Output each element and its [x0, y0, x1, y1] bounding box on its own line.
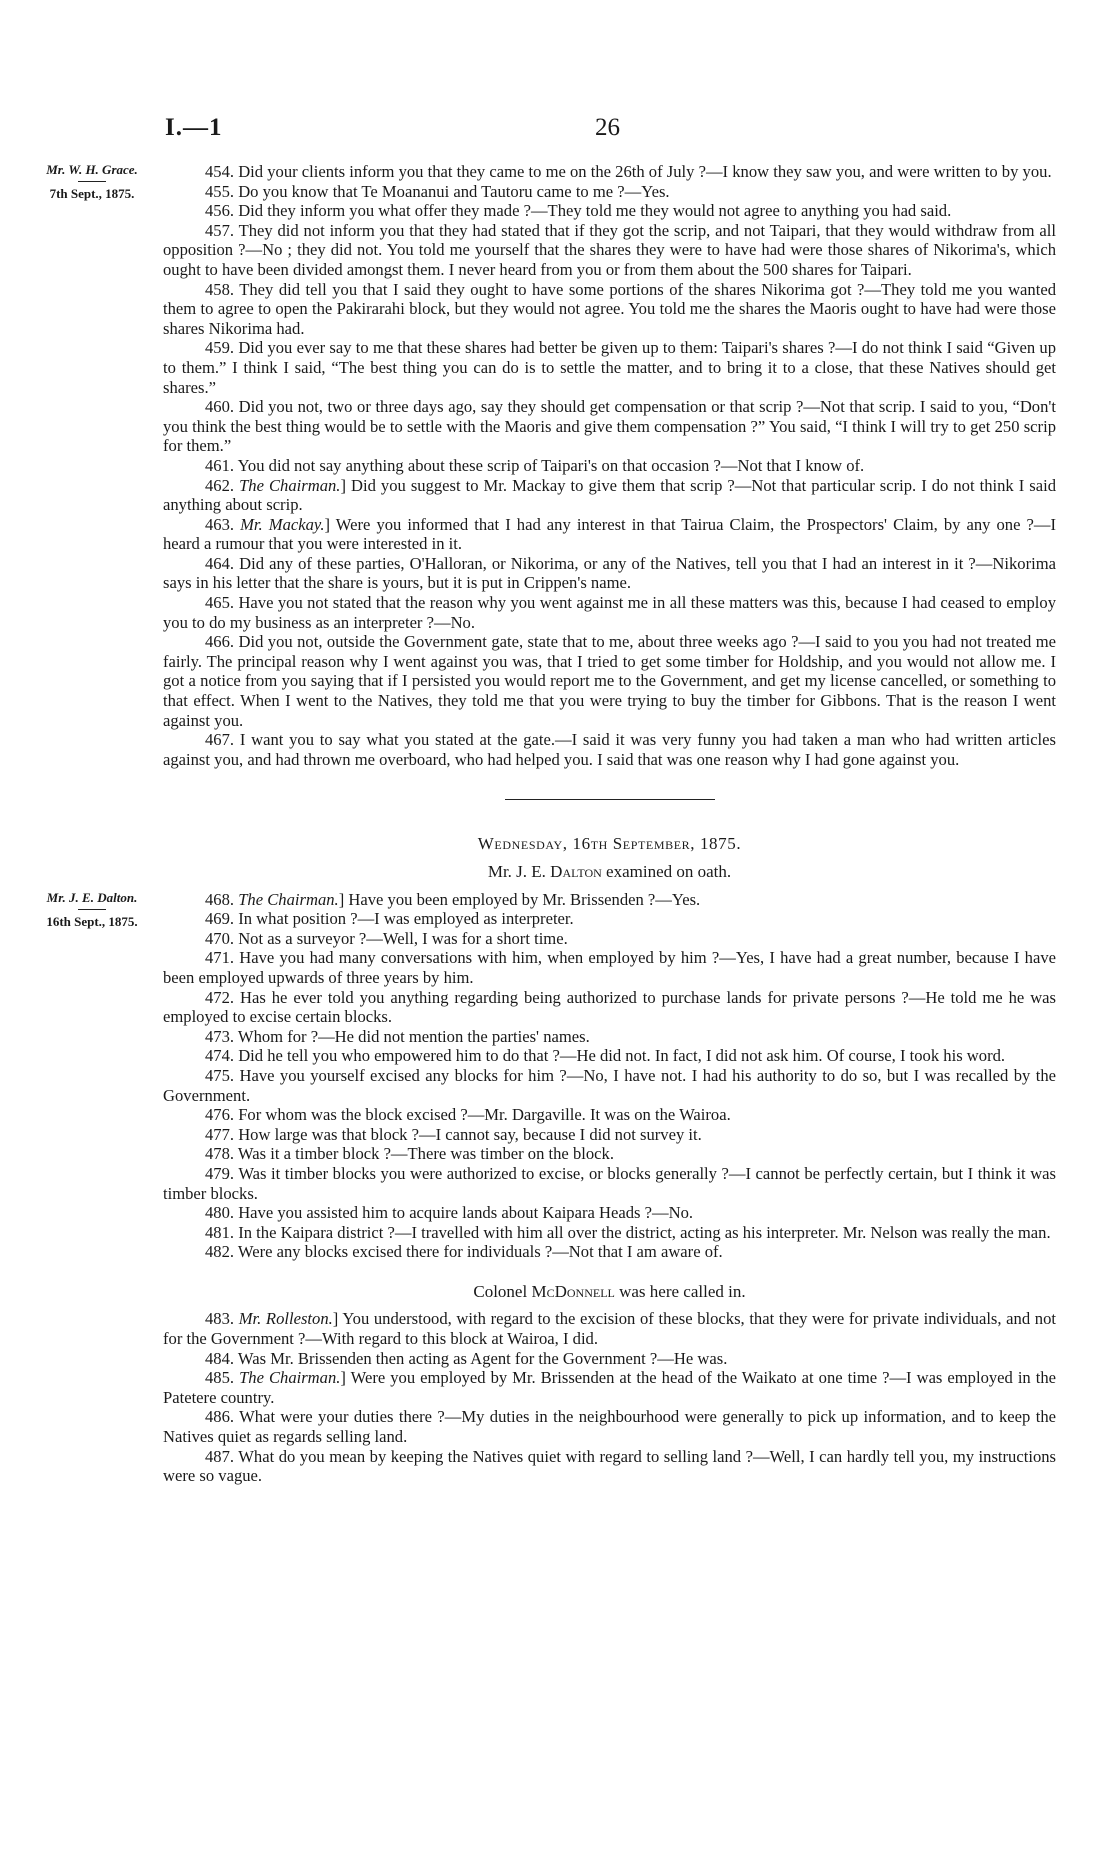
question-number: 476. — [205, 1105, 235, 1125]
question-text: What do you mean by keeping the Natives quiet with regard to selling land ?—Well, I can hardly tell you, my instructions were so vague. — [163, 1446, 1056, 1486]
witness-prefix: Mr. J. E. — [487, 862, 546, 881]
question-paragraph — [163, 221, 1056, 280]
question-paragraph — [163, 1242, 1056, 1262]
question-paragraph — [163, 929, 1056, 949]
section-divider — [505, 799, 715, 800]
question-paragraph — [163, 593, 1056, 632]
question-text: Was it timber blocks you were authorized to excise, or blocks generally ?—I cannot be perfectly certain, but I think it was timber blocks. — [163, 1163, 1056, 1203]
question-paragraph — [163, 1407, 1056, 1446]
question-number: 461. — [205, 455, 235, 475]
question-number: 474. — [205, 1046, 235, 1066]
question-text: They did tell you that I said they ought to have some portions of the shares Nikorima got ?—They told me you wanted them to agree to open the Pakirarahi block, but they would not agree. You told me the shares the Maoris ought to have had were those shares Nikorima had. — [163, 279, 1056, 338]
margin-note — [28, 162, 156, 202]
question-number: 470. — [205, 928, 235, 948]
question-text: Were you informed that I had any interest in that Tairua Claim, the Prospectors' Claim, by any one ?—I heard a rumour that you were interested in it. — [163, 514, 1056, 554]
question-paragraph — [163, 948, 1056, 987]
question-text: Did any of these parties, O'Halloran, or Nikorima, or any of the Natives, tell you that I had an interest in it ?—Nikorima says in his letter that the share is yours, but it is put in Crippen's name. — [163, 553, 1056, 593]
question-number: 485. — [205, 1368, 235, 1388]
question-number: 459. — [205, 338, 235, 358]
question-text: Were you employed by Mr. Brissenden at the head of the Waikato at one time ?—I was employed in the Patetere country. — [163, 1368, 1057, 1407]
question-number: 482. — [205, 1242, 235, 1262]
question-paragraph — [163, 988, 1056, 1027]
date-heading: Wednesday, 16th September, 1875. — [477, 834, 742, 854]
question-number: 464. — [205, 553, 235, 573]
question-number: 475. — [205, 1065, 235, 1085]
question-number: 487. — [205, 1446, 235, 1466]
margin-note-date: 16th Sept., 1875. — [46, 913, 138, 929]
question-text: How large was that block ?—I cannot say, because I did not survey it. — [238, 1124, 702, 1144]
speaker-name: Mr. Rolleston. — [238, 1309, 333, 1329]
paper-reference: I.—1 — [165, 114, 223, 141]
question-text: Was Mr. Brissenden then acting as Agent for the Government ?—He was. — [237, 1348, 728, 1368]
question-paragraph — [163, 1164, 1056, 1203]
margin-note-dash — [78, 181, 106, 182]
question-text: Did you ever say to me that these shares had better be given up to them: Taipari's shares ?—I do not think I said “Given up to them.” I think I said, “The best thing you can do is to settle the matter, and to bring it to a close, that these Natives should get shares.” — [163, 338, 1056, 397]
speaker-name: The Chairman. — [239, 1368, 341, 1388]
question-paragraph: 483. Mr. Rolleston.] You understood, with regard to the excision of these blocks, that they were for private individuals, and not for the Government ?—With regard to this block at Wairoa, I did. — [163, 1309, 1056, 1349]
evidence-section-grace — [46, 162, 1057, 769]
question-text: Were any blocks excised there for individuals ?—Not that I am aware of. — [237, 1242, 723, 1262]
question-text: Have you assisted him to acquire lands about Kaipara Heads ?—No. — [238, 1203, 694, 1223]
question-text: Have you yourself excised any blocks for him ?—No, I have not. I had his authority to do so, but I was recalled by the Government. — [163, 1065, 1056, 1105]
question-text: You did not say anything about these scrip of Taipari's on that occasion ?—Not that I know of. — [237, 455, 865, 475]
margin-note-name: Mr. W. H. Grace. — [46, 162, 138, 177]
question-number: 469. — [205, 909, 235, 929]
margin-note-name: Mr. J. E. Dalton. — [46, 889, 138, 905]
question-number: 458. — [205, 279, 235, 299]
question-paragraph: 485. The Chairman.] Were you employed by Mr. Brissenden at the head of the Waikato at one time ?—I was employed in the Patetere country. — [163, 1368, 1057, 1407]
page-header — [165, 114, 1055, 144]
question-text: Have you had many conversations with him, when employed by him ?—Yes, I have had a great number, because I have been employed upwards of three years by him. — [163, 948, 1057, 987]
question-text: In what position ?—I was employed as interpreter. — [238, 909, 574, 929]
question-paragraph — [163, 1203, 1056, 1223]
question-paragraph — [163, 730, 1056, 769]
question-number: 463. — [205, 514, 235, 534]
question-paragraph — [163, 280, 1056, 339]
question-paragraph — [163, 909, 1056, 929]
question-number: 478. — [205, 1144, 235, 1164]
question-paragraph — [163, 201, 1056, 221]
question-text: Did your clients inform you that they came to me on the 26th of July ?—I know they saw you, and were written to by you. — [238, 162, 1052, 181]
called-in-prefix: Colonel — [473, 1281, 528, 1301]
question-number: 484. — [205, 1348, 235, 1368]
question-paragraph — [163, 1066, 1056, 1105]
question-text: Did you suggest to Mr. Mackay to give them that scrip ?—Not that particular scrip. I do not think I said anything about scrip. — [163, 475, 1056, 515]
question-paragraph — [163, 1105, 1056, 1125]
question-paragraph — [163, 1046, 1056, 1066]
margin-note-date: 7th Sept., 1875. — [49, 186, 135, 201]
question-number: 472. — [205, 987, 235, 1007]
question-number: 479. — [205, 1163, 235, 1183]
question-text: Did he tell you who empowered him to do that ?—He did not. In fact, I did not ask him. Of course, I took his word. — [238, 1046, 1006, 1066]
question-number: 477. — [205, 1124, 235, 1144]
question-text: You understood, with regard to the excision of these blocks, that they were for private individuals, and not for the Government ?—With regard to this block at Wairoa, I did. — [163, 1309, 1056, 1349]
question-text: Has he ever told you anything regarding being authorized to purchase lands for private persons ?—He told me he was employed to excise certain blocks. — [163, 987, 1056, 1027]
question-number: 456. — [205, 201, 235, 221]
margin-note-dash — [78, 909, 106, 910]
witness-suffix: examined on oath. — [606, 862, 732, 881]
question-text: Do you know that Te Moananui and Tautoru came to me ?—Yes. — [238, 181, 670, 201]
question-number: 467. — [205, 730, 235, 750]
question-text: Did you not, two or three days ago, say they should get compensation or that scrip ?—Not that scrip. I said to you, “Don't you think the best thing would be to settle with the Maoris and give them compensation ?” You said, “I think I will try to get 250 scrip for them.” — [163, 397, 1056, 456]
question-paragraph — [163, 554, 1056, 593]
question-number: 468. — [205, 889, 235, 909]
question-paragraph — [163, 397, 1056, 456]
question-number: 460. — [205, 397, 235, 417]
question-number: 481. — [205, 1222, 235, 1242]
question-number: 471. — [205, 948, 235, 968]
question-text: Have you not stated that the reason why you went against me in all these matters was this, because I had ceased to employ you to do my business as an interpreter ?—No. — [163, 593, 1057, 632]
speaker-name: The Chairman. — [239, 475, 341, 495]
question-paragraph — [163, 1223, 1056, 1243]
question-paragraph — [163, 338, 1056, 397]
question-paragraph: 463. Mr. Mackay.] Were you informed that I had any interest in that Tairua Claim, the Prospectors' Claim, by any one ?—I heard a rumour that you were interested in it. — [163, 514, 1056, 554]
speaker-name: The Chairman. — [238, 889, 339, 909]
question-number: 465. — [205, 593, 235, 613]
question-text: Did you not, outside the Government gate, state that to me, about three weeks ago ?—I said to you you had not treated me fairly. The principal reason why I went against you was, that I tried to get some timber for Holdship, and you would not allow me. I got a notice from you saying that if I persisted you would report me to the Government, and get my license cancelled, or something to that effect. When I went to the Natives, they told me that you were trying to buy the timber for Gibbons. That is the reason I went against you. — [163, 632, 1056, 730]
question-paragraph — [163, 182, 1056, 202]
question-paragraph — [163, 1447, 1056, 1486]
question-paragraph — [163, 1027, 1056, 1047]
question-text: Have you been employed by Mr. Brissenden ?—Yes. — [348, 889, 701, 909]
question-number: 483. — [205, 1309, 235, 1329]
question-number: 454. — [205, 162, 235, 181]
margin-note — [28, 890, 156, 930]
speaker-name: Mr. Mackay. — [240, 514, 325, 534]
witness-heading — [163, 862, 1056, 882]
question-text: What were your duties there ?—My duties in the neighbourhood were generally to pick up information, and to keep the Natives quiet as regards selling land. — [163, 1407, 1056, 1447]
question-paragraph — [163, 1125, 1056, 1145]
question-number: 466. — [205, 632, 235, 652]
question-text: Whom for ?—He did not mention the parties' names. — [237, 1026, 590, 1046]
question-text: For whom was the block excised ?—Mr. Dargaville. It was on the Wairoa. — [238, 1105, 731, 1125]
question-text: Not as a surveyor ?—Well, I was for a short time. — [238, 928, 568, 948]
called-in-suffix: was here called in. — [619, 1281, 746, 1301]
witness-name: Dalton — [550, 862, 602, 881]
page-number: 26 — [595, 114, 620, 141]
page-body — [46, 162, 1057, 1486]
evidence-section-dalton — [46, 889, 1057, 1262]
question-number: 486. — [205, 1407, 235, 1427]
called-in-name: McDonnell — [531, 1281, 615, 1301]
question-text: I want you to say what you stated at the gate.—I said it was very funny you had taken a man who had written articles against you, and had thrown me overboard, who had helped you. I said that was one reason why I had gone against you. — [163, 730, 1056, 769]
question-paragraph — [163, 456, 1056, 476]
question-paragraph: 462. The Chairman.] Did you suggest to Mr. Mackay to give them that scrip ?—Not that particular scrip. I do not think I said anything about scrip. — [163, 475, 1056, 515]
question-text: Was it a timber block ?—There was timber on the block. — [237, 1144, 614, 1164]
question-paragraph — [163, 1144, 1056, 1164]
question-text: Did they inform you what offer they made ?—They told me they would not agree to anything you had said. — [238, 201, 952, 221]
question-number: 457. — [205, 220, 235, 240]
question-number: 462. — [205, 475, 235, 495]
question-paragraph — [163, 632, 1056, 730]
question-text: They did not inform you that they had stated that if they got the scrip, and not Taipari, that they would withdraw from all opposition ?—No ; they did not. You told me yourself that the shares they were to have had were those shares of Nikorima's, which ought to have been divided amongst them. I never heard from you or from them about the 500 shares for Taipari. — [163, 220, 1056, 279]
called-in-heading — [163, 1282, 1056, 1302]
question-text: In the Kaipara district ?—I travelled with him all over the district, acting as his interpreter. Mr. Nelson was really the man. — [238, 1222, 1051, 1242]
question-paragraph: Mr. J. E. Dalton. 16th Sept., 1875. 468. The Chairman.] Have you been employed by Mr. Brissenden ?—Yes. — [163, 890, 1056, 910]
evidence-section-mcdonnell — [163, 1309, 1056, 1485]
question-paragraph — [163, 1349, 1056, 1369]
question-number: 480. — [205, 1203, 235, 1223]
question-number: 473. — [205, 1026, 235, 1046]
question-number: 455. — [205, 181, 235, 201]
